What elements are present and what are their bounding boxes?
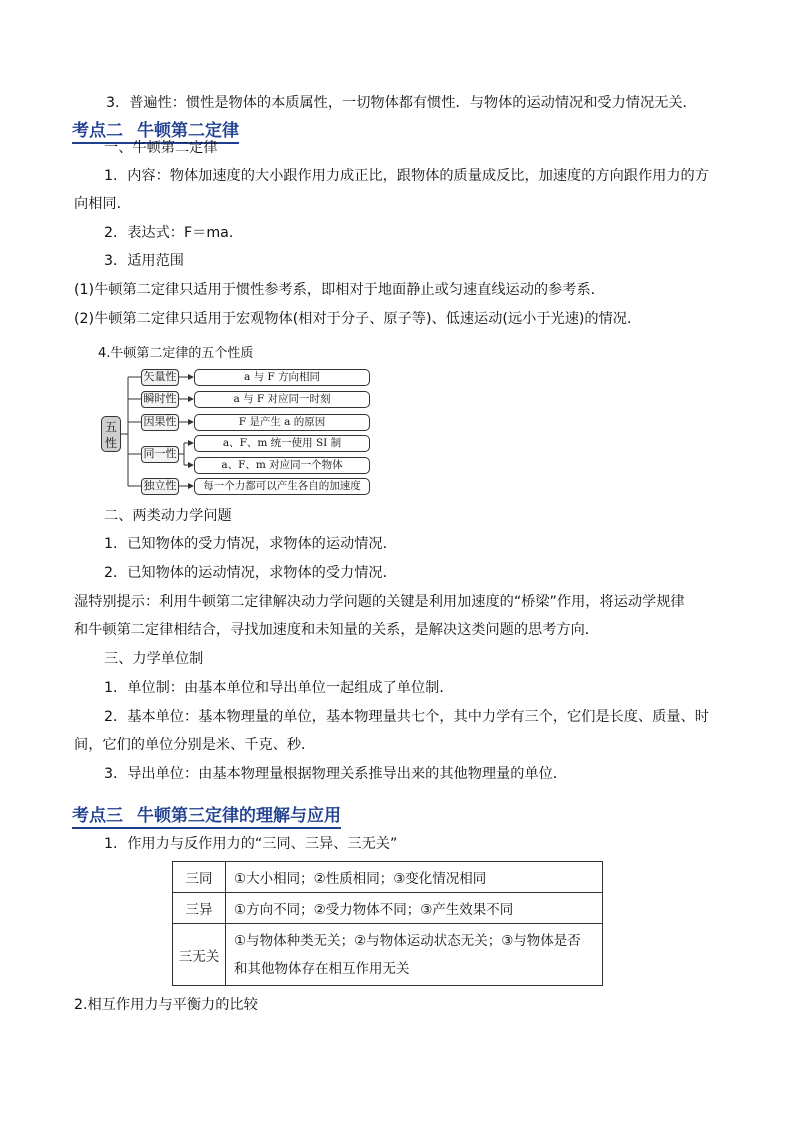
diagram-root: 五性 [101, 416, 121, 452]
heading-title: 牛顿第二定律 [137, 121, 239, 141]
paragraph-line: 2．基本单位：基本物理量的单位，基本物理量共七个，其中力学有三个，它们是长度、质量、时 [104, 709, 709, 725]
paragraph-line: (2)牛顿第二定律只适用于宏观物体(相对于分子、原子等)、低速运动(远小于光速)的情况． [74, 311, 642, 327]
paragraph-line: 2.相互作用力与平衡力的比较 [74, 997, 258, 1013]
table-row [173, 862, 603, 893]
diagram-label: 独立性 [141, 478, 179, 495]
diagram-content: a 与 F 方向相同 [194, 369, 370, 386]
paragraph-line: 向相同． [74, 196, 131, 212]
diagram-content: F 是产生 a 的原因 [194, 414, 370, 431]
paragraph-line: 4.牛顿第二定律的五个性质 [98, 346, 254, 361]
diagram-content: 每一个力都可以产生各自的加速度 [194, 478, 370, 495]
heading-number: 考点二 [72, 121, 123, 141]
paragraph-line: 1．单位制：由基本单位和导出单位一起组成了单位制． [104, 680, 454, 696]
paragraph-line: 1．已知物体的受力情况，求物体的运动情况． [104, 536, 397, 552]
table-row [173, 924, 603, 986]
diagram-content: a 与 F 对应同一时刻 [194, 391, 370, 408]
diagram-label: 因果性 [141, 414, 179, 431]
paragraph-line: 3．适用范围 [104, 253, 184, 269]
paragraph-line: 1．作用力与反作用力的“三同、三异、三无关” [104, 836, 398, 852]
subheading: 一、牛顿第二定律 [104, 140, 218, 156]
paragraph-line: 3．导出单位：由基本物理量根据物理关系推导出来的其他物理量的单位． [104, 766, 568, 782]
diagram-content: a、F、m 对应同一个物体 [194, 457, 370, 474]
table-cell-head: 三异 [173, 893, 226, 924]
diagram-content: a、F、m 统一使用 SI 制 [194, 435, 370, 452]
heading-number: 考点三 [72, 806, 123, 826]
table-cell-head: 三同 [173, 862, 226, 893]
paragraph-line: 湿特别提示：利用牛顿第二定律解决动力学问题的关键是利用加速度的“桥梁”作用，将运动学规律 [74, 594, 685, 610]
table-row [173, 893, 603, 924]
table-cell: ①与物体种类无关；②与物体运动状态无关；③与物体是否和其他物体存在相互作用无关 [226, 924, 603, 986]
diagram-label: 矢量性 [141, 369, 179, 386]
paragraph-line: 3．普遍性：惯性是物体的本质属性，一切物体都有惯性．与物体的运动情况和受力情况无关． [106, 95, 697, 111]
comparison-table [172, 861, 603, 986]
paragraph-line: 和牛顿第二定律相结合，寻找加速度和未知量的关系，是解决这类问题的思考方向． [74, 622, 599, 638]
subheading: 二、两类动力学问题 [104, 508, 232, 524]
diagram-label: 瞬时性 [141, 391, 179, 408]
heading-title: 牛顿第三定律的理解与应用 [137, 806, 341, 826]
paragraph-line: (1)牛顿第二定律只适用于惯性参考系，即相对于地面静止或匀速直线运动的参考系． [74, 282, 605, 298]
paragraph-line: 间，它们的单位分别是米、千克、秒． [74, 737, 316, 753]
diagram-label: 同一性 [141, 446, 179, 463]
paragraph-line: 2．表达式：F＝ma. [104, 225, 234, 241]
paragraph-line: 1．内容：物体加速度的大小跟作用力成正比，跟物体的质量成反比，加速度的方向跟作用力的方 [104, 168, 709, 184]
table-cell: ①大小相同；②性质相同；③变化情况相同 [226, 862, 603, 893]
table-cell-head: 三无关 [173, 924, 226, 986]
table-cell: ①方向不同；②受力物体不同；③产生效果不同 [226, 893, 603, 924]
section-heading-3 [72, 801, 341, 826]
paragraph-line: 2．已知物体的运动情况，求物体的受力情况． [104, 565, 397, 581]
subheading: 三、力学单位制 [104, 651, 204, 667]
